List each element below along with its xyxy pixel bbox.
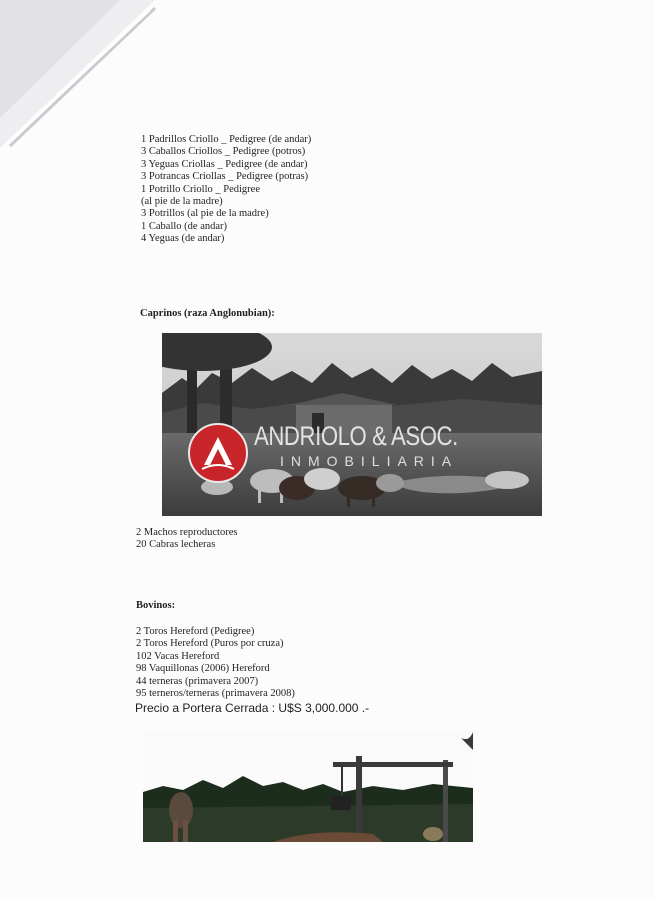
list-item: 2 Toros Hereford (Pedigree)	[136, 626, 255, 637]
list-item: 3 Caballos Criollos _ Pedigree (potros)	[141, 146, 306, 158]
list-item: 102 Vacas Hereford	[136, 650, 220, 662]
list-item: 1 Potrillo Criollo _ Pedigree	[141, 183, 260, 195]
list-item: 1 Caballo (de andar)	[141, 220, 228, 232]
cattle-heading: Bovinos:	[136, 600, 176, 611]
agency-logo-icon	[188, 423, 248, 483]
folded-corner-shadow	[0, 0, 160, 150]
cattle-photo	[143, 730, 473, 842]
price-line: Precio a Portera Cerrada : U$S 3,000.000 .-	[135, 701, 370, 715]
list-item: 1 Padrillos Criollo _ Pedigree (de andar)	[141, 134, 312, 145]
list-item: 2 Toros Hereford (Puros por cruza)	[136, 638, 284, 650]
goats-heading: Caprinos (raza Anglonubian):	[140, 308, 275, 319]
goats-list	[136, 527, 237, 552]
list-item: 3 Yeguas Criollas _ Pedigree (de andar)	[141, 158, 308, 170]
goats-photo	[162, 333, 542, 516]
list-item: 98 Vaquillonas (2006) Hereford	[136, 663, 270, 675]
list-item: 20 Cabras lecheras	[136, 539, 216, 551]
list-item: 95 terneros/terneras (primavera 2008)	[136, 688, 295, 700]
list-item: (al pie de la madre)	[141, 196, 223, 208]
cattle-list	[136, 626, 295, 700]
list-item: 3 Potrillos (al pie de la madre)	[141, 208, 269, 220]
watermark-subtitle: INMOBILIARIA	[280, 453, 459, 469]
list-item: 3 Potrancas Criollas _ Pedigree (potras)	[141, 171, 309, 183]
cattle-photo-image	[143, 730, 473, 842]
watermark-agency-name: ANDRIOLO & ASOC.	[254, 421, 458, 451]
list-item: 44 terneras (primavera 2007)	[136, 675, 259, 687]
horses-list	[141, 134, 311, 246]
list-item: 4 Yeguas (de andar)	[141, 233, 225, 245]
list-item: 2 Machos reproductores	[136, 527, 238, 538]
